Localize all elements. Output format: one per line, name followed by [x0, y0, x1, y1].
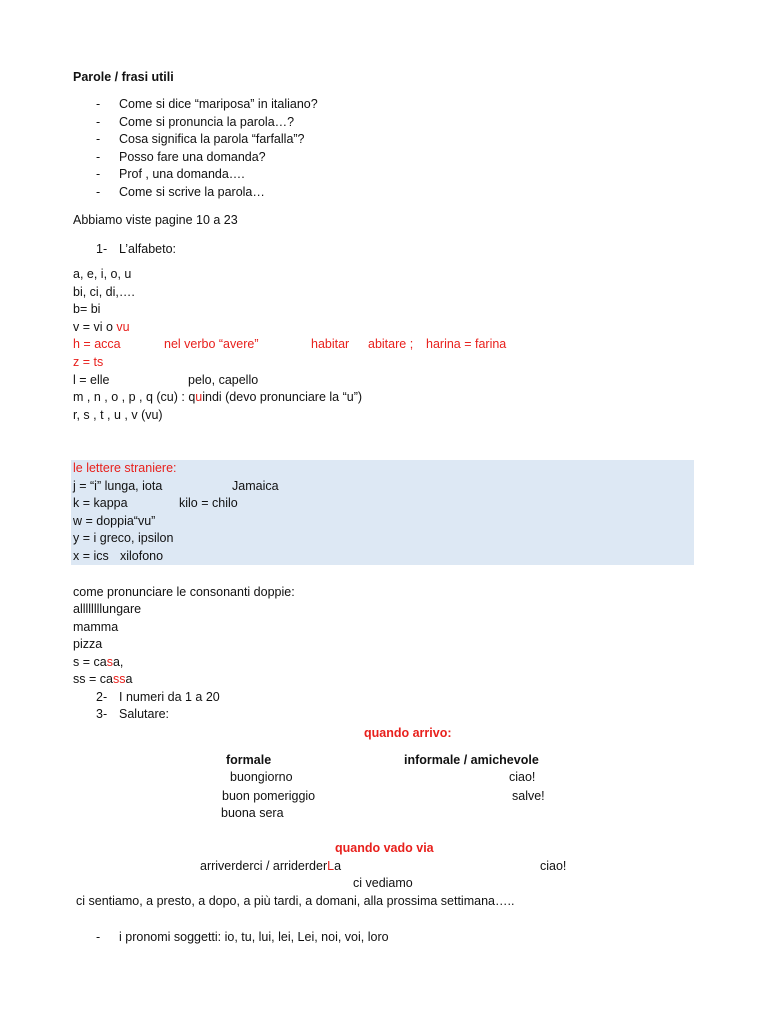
highlight-text: u: [195, 390, 203, 404]
formal-greeting: buona sera: [221, 806, 284, 820]
text-segment: v = vi o: [73, 320, 117, 334]
double-example-ss: [73, 671, 132, 687]
pronouns-line: i pronomi soggetti: io, tu, lui, lei, Lei, noi, voi, loro: [119, 930, 389, 944]
section-number: 2-: [96, 690, 108, 704]
text-segment: s = ca: [73, 655, 107, 669]
text-segment: a,: [112, 655, 124, 669]
section-heading-numeri: I numeri da 1 a 20: [119, 690, 220, 704]
highlight-text: vu: [116, 320, 130, 334]
double-consonants-heading: come pronunciare le consonanti doppie:: [73, 585, 295, 599]
highlight-text: s: [106, 655, 113, 669]
list-bullet: -: [96, 115, 101, 129]
farewell-line: [200, 858, 341, 874]
h-line-harina: harina = farina: [426, 337, 507, 351]
leave-heading: quando vado via: [335, 841, 434, 855]
list-bullet: -: [96, 132, 101, 146]
foreign-line-y: y = i greco, ipsilon: [73, 531, 174, 545]
section-number: 1-: [96, 242, 108, 256]
text-segment: indi (devo pronunciare la “u”): [202, 390, 363, 404]
highlight-text: L: [327, 859, 335, 873]
formal-greeting: buongiorno: [230, 770, 293, 784]
list-item: Prof , una domanda….: [119, 167, 245, 181]
informal-greeting: salve!: [512, 789, 545, 803]
informal-greeting: ciao!: [509, 770, 536, 784]
alphabet-line: [73, 319, 130, 335]
text-segment: ss = ca: [73, 672, 113, 686]
alphabet-line: a, e, i, o, u: [73, 267, 132, 281]
list-item: Posso fare una domanda?: [119, 150, 266, 164]
alphabet-line: b= bi: [73, 302, 101, 316]
section-number: 3-: [96, 707, 108, 721]
farewell-vediamo: ci vediamo: [353, 876, 413, 890]
list-bullet: -: [96, 185, 101, 199]
text-segment: arriverderci / arriderder: [200, 859, 328, 873]
foreign-example-x: xilofono: [120, 549, 164, 563]
l-line-example: pelo, capello: [188, 373, 259, 387]
informale-heading: informale / amichevole: [404, 753, 539, 767]
l-line: l = elle: [73, 373, 110, 387]
list-item: Come si scrive la parola…: [119, 185, 265, 199]
pages-line: Abbiamo viste pagine 10 a 23: [73, 213, 238, 227]
text-segment: a: [125, 672, 133, 686]
foreign-example-k: kilo = chilo: [179, 496, 238, 510]
foreign-example-j: Jamaica: [232, 479, 279, 493]
section-heading-salutare: Salutare:: [119, 707, 170, 721]
mnopq-line: [73, 389, 362, 405]
h-line-verbo: nel verbo “avere”: [164, 337, 259, 351]
foreign-line-w: w = doppia“vu”: [73, 514, 156, 528]
arrive-heading: quando arrivo:: [364, 726, 452, 740]
list-item: Cosa significa la parola “farfalla”?: [119, 132, 305, 146]
double-example-s: [73, 654, 123, 670]
page-title: Parole / frasi utili: [73, 70, 174, 84]
formale-heading: formale: [226, 753, 272, 767]
list-bullet: -: [96, 930, 101, 944]
h-line: h = acca: [73, 337, 121, 351]
text-segment: a: [334, 859, 342, 873]
foreign-line-j: j = “i” lunga, iota: [73, 479, 163, 493]
list-bullet: -: [96, 167, 101, 181]
alphabet-line: bi, ci, di,….: [73, 285, 135, 299]
double-example: allllllllungare: [73, 602, 142, 616]
foreign-line-k: k = kappa: [73, 496, 128, 510]
list-bullet: -: [96, 150, 101, 164]
foreign-letters-heading: le lettere straniere:: [73, 461, 177, 475]
farewell-expressions: ci sentiamo, a presto, a dopo, a più tardi, a domani, alla prossima settimana…..: [76, 894, 515, 908]
section-heading-alfabeto: L’alfabeto:: [119, 242, 176, 256]
farewell-informal: ciao!: [540, 859, 567, 873]
rstuv-line: r, s , t , u , v (vu): [73, 408, 163, 422]
h-line-abitare: abitare ;: [368, 337, 414, 351]
formal-greeting: buon pomeriggio: [222, 789, 316, 803]
double-example: pizza: [73, 637, 103, 651]
list-bullet: -: [96, 97, 101, 111]
double-example: mamma: [73, 620, 119, 634]
list-item: Come si dice “mariposa” in italiano?: [119, 97, 318, 111]
h-line-habitar: habitar: [311, 337, 350, 351]
z-line: z = ts: [73, 355, 104, 369]
highlight-text: ss: [112, 672, 126, 686]
foreign-line-x: x = ics: [73, 549, 109, 563]
text-segment: m , n , o , p , q (cu) : q: [73, 390, 196, 404]
list-item: Come si pronuncia la parola…?: [119, 115, 295, 129]
